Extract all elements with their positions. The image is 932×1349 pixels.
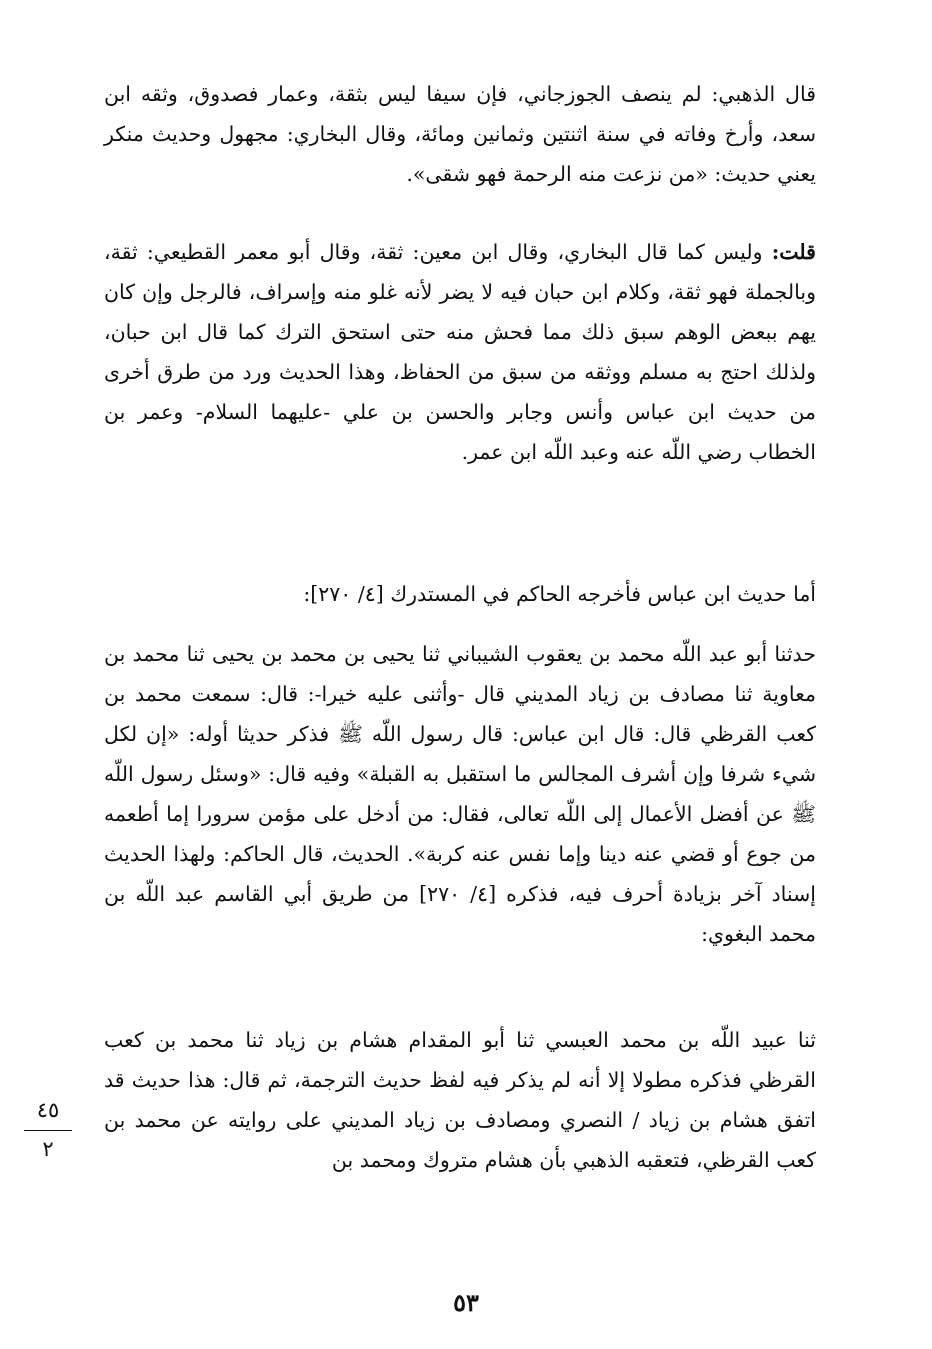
paragraph-text: وليس كما قال البخاري، وقال ابن معين: ثقة، وقال أبو معمر القطيعي: ثقة، وبالجملة فهو ثقة، وكلام ابن حبان فيه لا يضر لأنه غلو منه وإسراف، فالرجل وإن كان يهم ببعض الوهم سبق ذلك مما فحش منه حتى استحق الترك كما قال ابن حبان، ولذلك احتج به مسلم ووثقه من سبق من الحفاظ، وهذا الحديث ورد من طرق أخرى من حديث ابن عباس وأنس وجابر والحسن بن علي -عليهما السلام- وعمر بن الخطاب رضي اللّه عنه وعبد اللّه ابن عمر.	[104, 240, 816, 464]
paragraph-text: حدثنا أبو عبد اللّه محمد بن يعقوب الشيباني ثنا يحيى بن محمد بن يحيى ثنا محمد بن معاوية ثنا مصادف بن زياد المديني قال -وأثنى عليه خيرا-: قال: سمعت محمد بن كعب القرظي قال: قال ابن عباس: قال رسول اللّه ﷺ فذكر حديثا أوله: «إن لكل شيء شرفا وإن أشرف المجالس ما استقبل به القبلة» وفيه قال: «وسئل رسول اللّه ﷺ عن أفضل الأعمال إلى اللّه تعالى، فقال: من أدخل على مؤمن سرورا إما أطعمه من جوع أو قضي عنه دينا وإما نفس عنه كربة». الحديث، قال الحاكم: ولهذا الحديث إسناد آخر بزيادة أحرف فيه، فذكره [٤/ ٢٧٠] من طريق أبي القاسم عبد اللّه بن محمد البغوي:	[104, 642, 816, 946]
paragraph-text: قال الذهبي: لم ينصف الجوزجاني، فإن سيفا ليس بثقة، وعمار فصدوق، وثقه ابن سعد، وأرخ وفاته في سنة اثنتين وثمانين ومائة، وقال البخاري: مجهول وحديث منكر يعني حديث: «من نزعت منه الرحمة فهو شقى».	[104, 82, 816, 186]
margin-note-top: ٤٥	[36, 1098, 60, 1122]
paragraph-text: أما حديث ابن عباس فأخرجه الحاكم في المستدرك [٤/ ٢٧٠]:	[303, 582, 816, 606]
page-number: ٥٣	[453, 1288, 479, 1317]
margin-note-divider	[24, 1130, 72, 1131]
margin-volume-page-note	[22, 1096, 74, 1163]
paragraph-ibn-abbas-heading	[104, 574, 816, 614]
paragraph-author-comment	[104, 232, 816, 472]
margin-note-bottom: ٢	[42, 1137, 54, 1161]
paragraph-text: ثنا عبيد اللّه بن محمد العبسي ثنا أبو المقدام هشام بن زياد ثنا محمد بن كعب القرظي فذكره مطولا إلا أنه لم يذكر فيه لفظ حديث الترجمة، ثم قال: هذا حديث قد اتفق هشام بن زياد / النصري ومصادف بن زياد المديني على روايته عن محمد بن كعب القرظي، فتعقبه الذهبي بأن هشام متروك ومحمد بن	[104, 1028, 816, 1172]
paragraph-hakim-isnad	[104, 634, 816, 954]
paragraph-dhahabi-quote	[104, 74, 816, 194]
paragraph-lead: قلت:	[771, 240, 816, 264]
paragraph-baghawi-isnad	[104, 1020, 816, 1180]
